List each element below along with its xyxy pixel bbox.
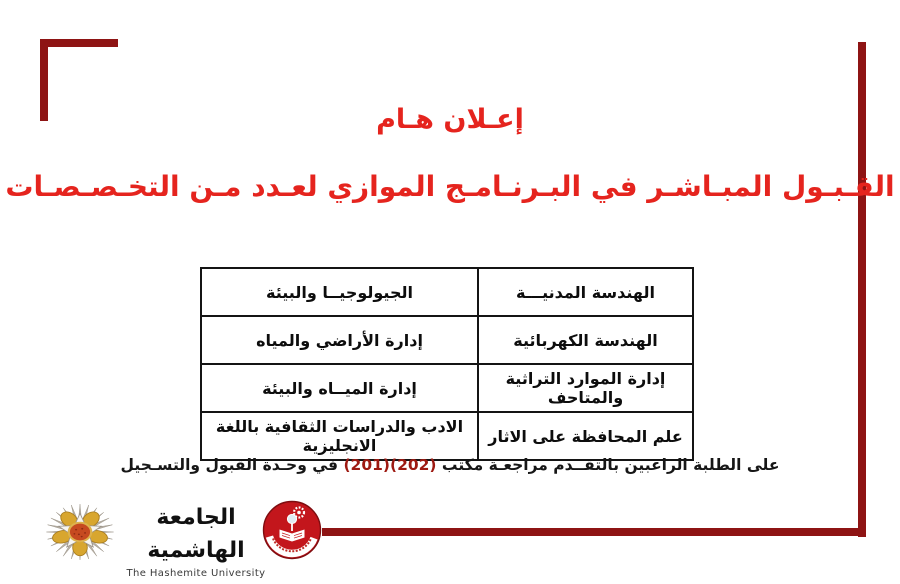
footer-text-after: في وحـدة القبول والتسـجيل <box>120 456 344 474</box>
table-cell: إدارة الأراضي والمياه <box>201 316 478 364</box>
table-cell: الهندسة المدنيـــة <box>478 268 693 316</box>
table-row <box>201 316 693 364</box>
university-name-arabic: الجامعة الهاشمية <box>147 505 245 563</box>
table-cell: علم المحافظة على الاثار <box>478 412 693 460</box>
footer-note <box>0 456 900 474</box>
office-number-201: (201) <box>343 456 390 474</box>
university-wordmark <box>122 501 270 579</box>
university-name-english: The Hashemite University <box>126 568 266 579</box>
page-subtitle: القـبـول المبـاشـر في البـرنـامـج الموازي لعـدد مـن التخـصـصـات <box>5 170 895 203</box>
frame-bar-bottom <box>322 528 866 536</box>
footer-text-before: على الطلبة الراغبين بالتقــدم مراجعـة مكتب <box>436 456 780 474</box>
table-cell: إدارة الموارد التراثية والمتاحف <box>478 364 693 412</box>
table-row <box>201 412 693 460</box>
university-seal-icon <box>262 500 322 560</box>
table-cell: إدارة الميــاه والبيئة <box>201 364 478 412</box>
table-row <box>201 268 693 316</box>
office-number-202: (202) <box>389 456 437 474</box>
table-cell: الهندسة الكهربائية <box>478 316 693 364</box>
table-cell: الجيولوجيــا والبيئة <box>201 268 478 316</box>
royal-star-medal-icon <box>42 499 118 565</box>
table-cell: الادب والدراسات الثقافية باللغة الانجليزية <box>201 412 478 460</box>
majors-table <box>200 267 694 461</box>
table-row <box>201 364 693 412</box>
page-title: إعـلان هـام <box>376 104 524 135</box>
